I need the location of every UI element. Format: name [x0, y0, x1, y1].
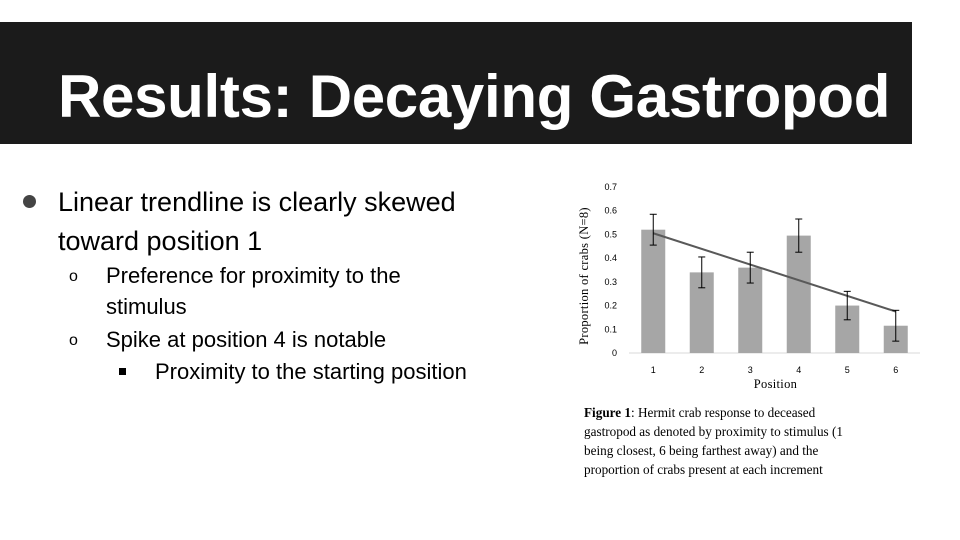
x-tick-label: 5: [844, 365, 850, 375]
y-tick-label: 0.1: [604, 324, 617, 335]
caption-line-1: : Hermit crab response to deceased: [631, 405, 816, 420]
bullet-1-line-1: Linear trendline is clearly skewed: [58, 187, 456, 217]
caption-line-2: gastropod as denoted by proximity to stimulus (1: [584, 424, 843, 439]
bullet-circle-icon: o: [69, 268, 78, 285]
caption-label: Figure 1: [584, 405, 632, 420]
bullet-dot-icon: [23, 195, 36, 208]
x-tick-label: 1: [650, 365, 656, 375]
y-tick-label: 0: [611, 348, 617, 358]
y-tick-label: 0.3: [604, 276, 617, 287]
trendline: [653, 233, 896, 311]
caption-line-4: proportion of crabs present at each increment: [584, 462, 823, 477]
x-tick-label: 4: [796, 365, 802, 375]
figure-caption: [584, 403, 924, 479]
bar-chart: [570, 175, 930, 400]
y-tick-label: 0.7: [604, 182, 617, 192]
bullet-2-line-1: Preference for proximity to the: [106, 263, 401, 288]
bar: [787, 236, 811, 353]
bullet-square-icon: [119, 368, 126, 375]
caption-line-3: being closest, 6 being farthest away) and the: [584, 443, 819, 458]
y-tick-label: 0.2: [604, 300, 617, 311]
y-tick-label: 0.6: [604, 205, 617, 216]
y-tick-label: 0.4: [604, 253, 617, 264]
bar: [641, 230, 665, 353]
x-axis-label: Position: [753, 377, 798, 391]
bullet-circle-icon: o: [69, 332, 78, 349]
bullet-3: Spike at position 4 is notable: [106, 327, 387, 352]
bullet-4: Proximity to the starting position: [155, 359, 467, 384]
x-tick-label: 3: [747, 365, 753, 375]
y-axis-label: Proportion of crabs (N=8): [577, 207, 591, 345]
y-tick-label: 0.5: [604, 229, 617, 240]
x-tick-label: 2: [699, 365, 705, 375]
x-tick-label: 6: [893, 365, 899, 375]
bullet-2-line-2: stimulus: [106, 294, 187, 319]
bullet-1-line-2: toward position 1: [58, 226, 263, 256]
slide-title: Results: Decaying Gastropod: [58, 63, 891, 130]
